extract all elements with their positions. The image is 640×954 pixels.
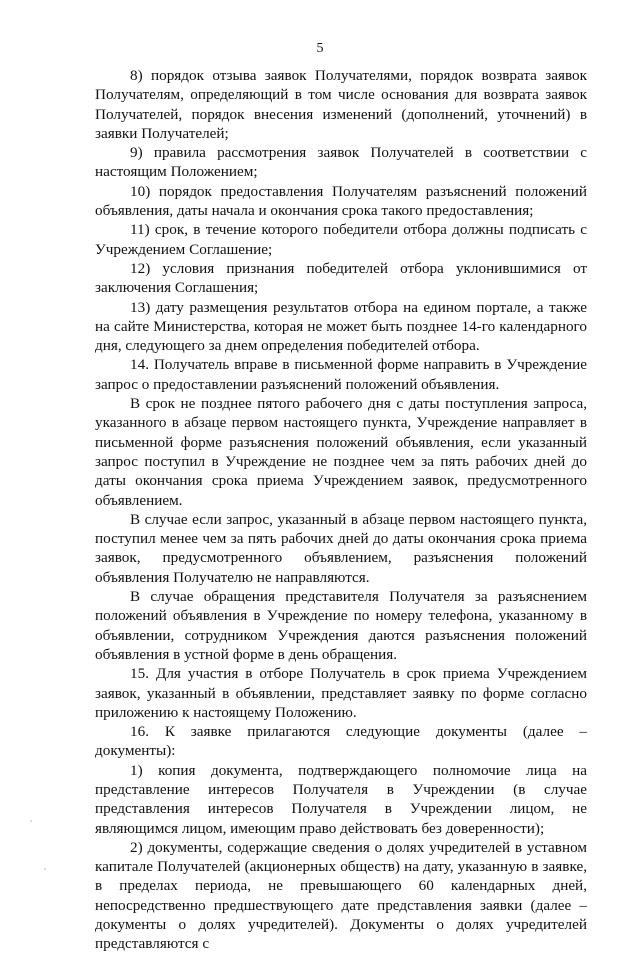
paragraph-clause-16-item-2: 2) документы, содержащие сведения о долях учредителей в уставном капитале Получателей (акционерных обществ) на дату, указанную в заявке, в пределах периода, не превышающего 60 календарных дней, непосредственно предшествующего дате представления заявки (далее – документы о долях учредителей). Документы о долях учредителей представляются с — [95, 838, 587, 953]
scan-speck — [44, 868, 46, 870]
paragraph-item-8: 8) порядок отзыва заявок Получателями, порядок возврата заявок Получателям, определяющий в том числе основания для возврата заявок Получателей, порядок внесения изменений (дополнений, уточнений) в заявки Получателей; — [95, 67, 587, 142]
paragraph-clause-14: 14. Получатель вправе в письменной форме направить в Учреждение запрос о предоставлении разъяснений положений объявления. — [95, 356, 587, 393]
paragraph-item-9: 9) правила рассмотрения заявок Получателей в соответствии с настоящим Положением; — [95, 144, 587, 181]
document-body — [95, 66, 587, 954]
paragraph-item-13: 13) дату размещения результатов отбора на едином портале, а также на сайте Министерства, которая не может быть позднее 14-го календарного дня, следующего за днем определения победителей отбора. — [95, 298, 587, 355]
paragraph-clause-16: 16. К заявке прилагаются следующие документы (далее – документы): — [95, 723, 587, 760]
paragraph-item-10: 10) порядок предоставления Получателям разъяснений положений объявления, даты начала и окончания срока такого предоставления; — [95, 182, 587, 220]
paragraph-clause-14-response-term: В срок не позднее пятого рабочего дня с даты поступления запроса, указанного в абзаце первом настоящего пункта, Учреждение направляет в письменной форме разъяснения положений объявления, если указанный запрос поступил в Учреждение не позднее чем за пять рабочих дней до даты окончания срока приема Учреждением заявок, предусмотренного объявлением. — [95, 395, 587, 509]
paragraph-item-11: 11) срок, в течение которого победители отбора должны подписать с Учреждением Соглашение; — [95, 221, 587, 258]
paragraph-clause-16-item-1: 1) копия документа, подтверждающего полномочие лица на представление интересов Получателя в Учреждении (в случае представления интересов Получателя в Учреждении лицом, не являющимся лицом, имеющим право действовать без доверенности); — [95, 761, 587, 837]
scan-speck — [30, 820, 32, 822]
paragraph-clause-14-phone-request: В случае обращения представителя Получателя за разъяснением положений объявления в Учреждение по номеру телефона, указанному в объявлении, сотрудником Учреждения даются разъяснения положений объявления в устной форме в день обращения. — [95, 588, 587, 663]
paragraph-item-12: 12) условия признания победителей отбора уклонившимися от заключения Соглашения; — [95, 259, 587, 297]
paragraph-clause-15: 15. Для участия в отборе Получатель в срок приема Учреждением заявок, указанный в объявлении, представляет заявку по форме согласно приложению к настоящему Положению. — [95, 665, 587, 721]
paragraph-clause-14-late-request: В случае если запрос, указанный в абзаце первом настоящего пункта, поступил менее чем за пять рабочих дней до даты окончания срока приема заявок, предусмотренного объявлением, разъяснения положений объявления Получателю не направляются. — [95, 510, 587, 586]
page-number: 5 — [316, 41, 324, 56]
